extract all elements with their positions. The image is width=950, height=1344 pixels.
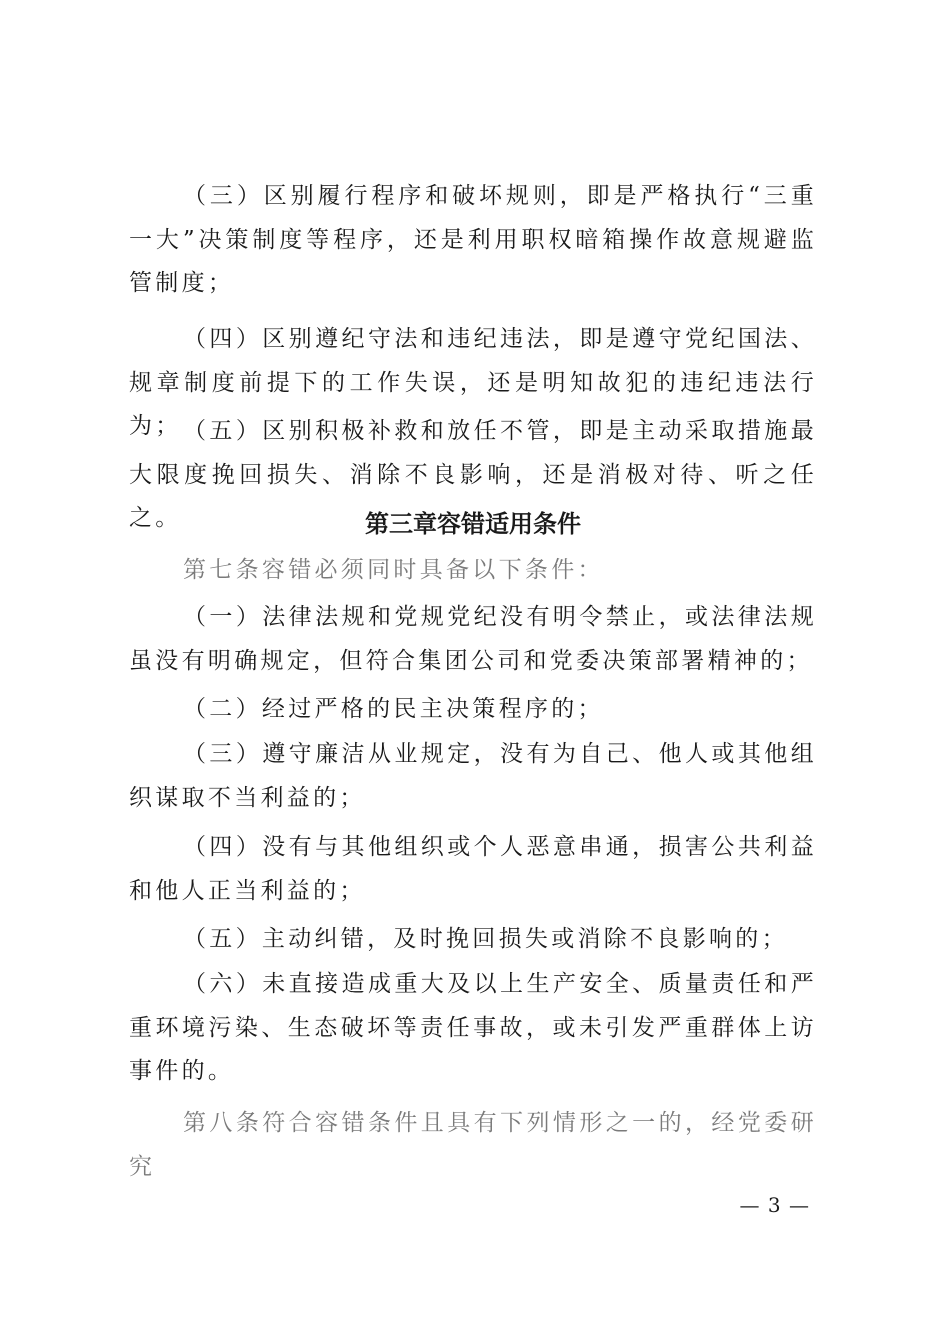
article-7-item-4: （四）没有与其他组织或个人恶意串通，损害公共利益和他人正当利益的； xyxy=(129,834,817,904)
paragraph-item-5: （五）区别积极补救和放任不管，即是主动采取措施最大限度挽回损失、消除不良影响，还是消极对待、听之任之。 xyxy=(129,418,817,531)
chapter-title: 第三章容错适用条件 xyxy=(365,509,581,538)
article-7-item-2: （二）经过严格的民主决策程序的； xyxy=(183,696,604,722)
article-7-title: 第七条容错必须同时具备以下条件： xyxy=(183,557,604,583)
article-8-title: 第八条符合容错条件且具有下列情形之一的，经党委研究 xyxy=(129,1110,817,1180)
article-7-item-1: （一）法律法规和党规党纪没有明令禁止，或法律法规虽没有明确规定，但符合集团公司和党委决策部署精神的； xyxy=(129,604,817,674)
article-7-item-3: （三）遵守廉洁从业规定，没有为自己、他人或其他组织谋取不当利益的； xyxy=(129,741,817,811)
article-7-item-6: （六）未直接造成重大及以上生产安全、质量责任和严重环境污染、生态破坏等责任事故，或未引发严重群体上访事件的。 xyxy=(129,971,817,1084)
page-number: — 3 — xyxy=(739,1193,810,1217)
paragraph-item-4: （四）区别遵纪守法和违纪违法，即是遵守党纪国法、规章制度前提下的工作失误，还是明知故犯的违纪违法行为； xyxy=(129,326,817,439)
article-7-item-5: （五）主动纠错，及时挽回损失或消除不良影响的； xyxy=(183,926,788,952)
paragraph-item-3: （三）区别履行程序和破坏规则，即是严格执行“三重一大”决策制度等程序，还是利用职权暗箱操作故意规避监管制度； xyxy=(129,183,817,296)
